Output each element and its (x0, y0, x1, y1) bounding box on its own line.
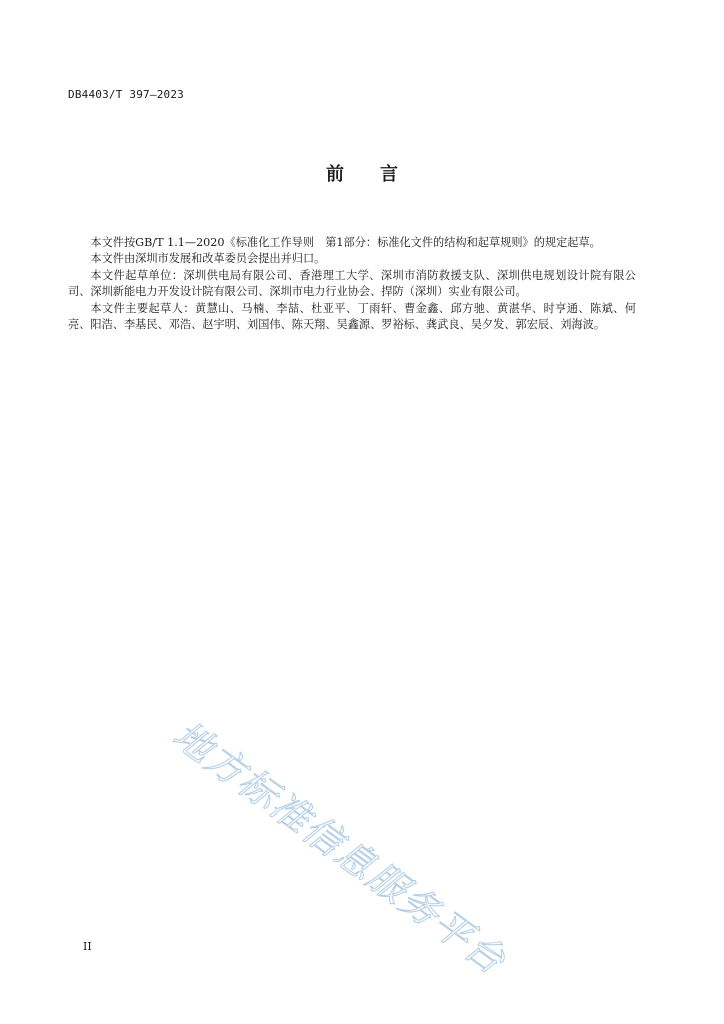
paragraph-drafting-units: 本文件起草单位：深圳供电局有限公司、香港理工大学、深圳市消防救援支队、深圳供电规划设计院有限公司、深圳新能电力开发设计院有限公司、深圳市电力行业协会、捍防（深圳）实业有限公司。 (68, 268, 636, 299)
paragraph-drafters: 本文件主要起草人：黄慧山、马楠、李喆、杜亚平、丁雨轩、曹金鑫、邱方驰、黄湛华、时亨通、陈斌、何亮、阳浩、李基民、邓浩、赵宇明、刘国伟、陈天翔、吴鑫源、罗裕标、龚武良、吴夕发、郭宏辰、刘海波。 (68, 301, 636, 332)
watermark: 地方标准信息服务平台 (165, 712, 515, 984)
page-number: II (83, 940, 92, 953)
page-title: 前言 (326, 164, 434, 185)
paragraph-proposer: 本文件由深圳市发展和改革委员会提出并归口。 (90, 252, 326, 266)
paragraph-drafting-rules: 本文件按GB/T 1.1—2020《标准化工作导则 第1部分：标准化文件的结构和起草规则》的规定起草。 (90, 236, 601, 249)
document-code: DB4403/T 397—2023 (68, 88, 184, 101)
document-body (68, 235, 636, 333)
